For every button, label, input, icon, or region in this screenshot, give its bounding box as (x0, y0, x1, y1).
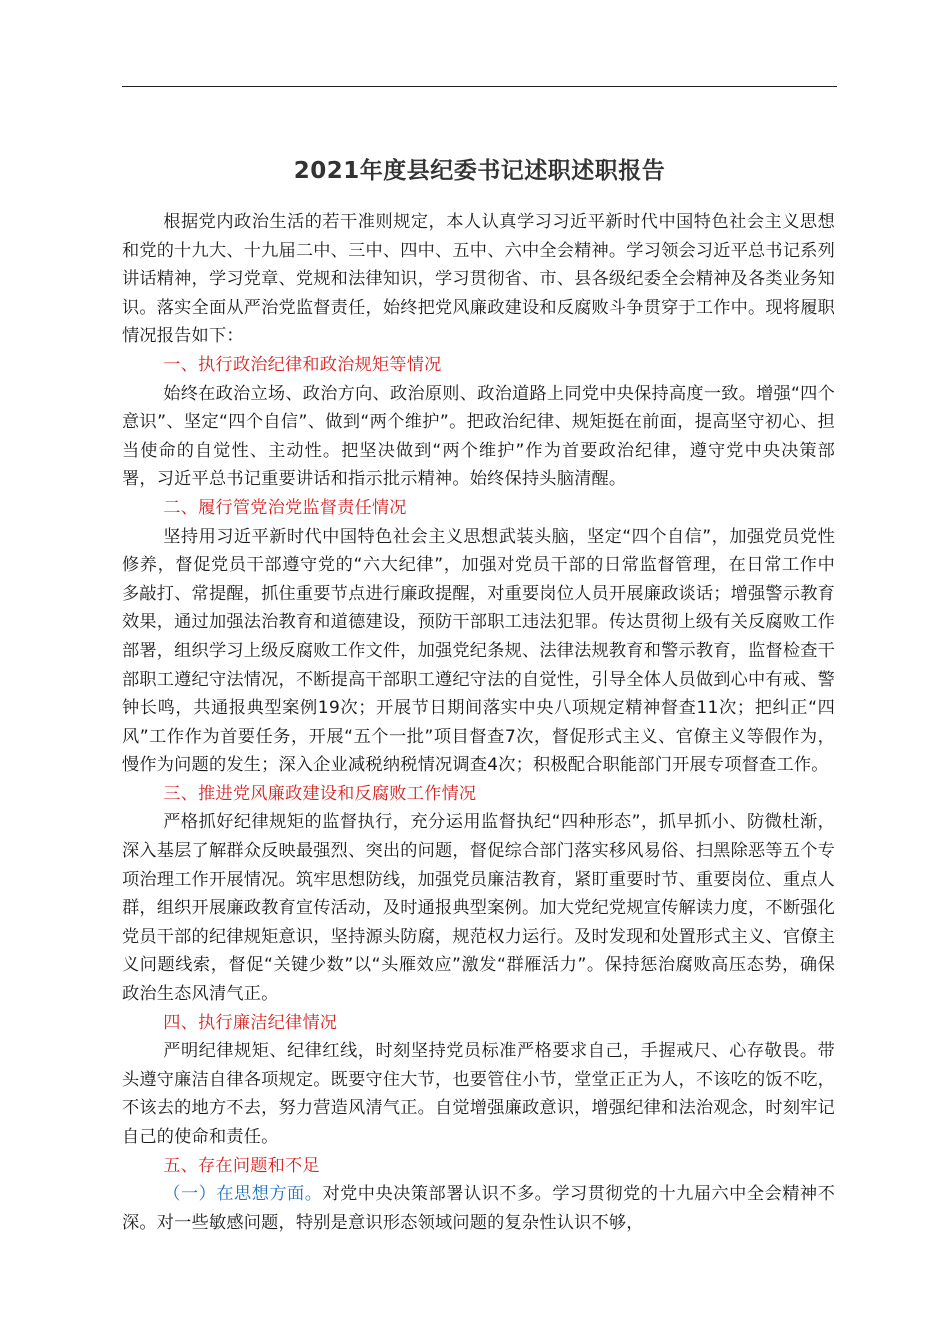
section-paragraph: 始终在政治立场、政治方向、政治原则、政治道路上同党中央保持高度一致。增强“四个意识”、坚定“四个自信”、做到“两个维护”。把政治纪律、规矩挺在前面，提高坚守初心、担当使命的自觉性、主动性。把坚决做到“两个维护”作为首要政治纪律，遵守党中央决策部署，习近平总书记重要讲话和指示批示精神。始终保持头脑清醒。 (122, 383, 835, 490)
intro-paragraph: 根据党内政治生活的若干准则规定，本人认真学习习近平新时代中国特色社会主义思想和党的十九大、十九届二中、三中、四中、五中、六中全会精神。学习领会习近平总书记系列讲话精神，学习党章、党规和法律知识，学习贯彻省、市、县各级纪委全会精神及各类业务知识。落实全面从严治党监督责任，始终把党风廉政建设和反腐败斗争贯穿于工作中。现将履职情况报告如下： (122, 212, 835, 347)
document-title: 2021年度县纪委书记述职述职报告 (293, 158, 666, 184)
document-body (122, 208, 835, 1237)
subsection-text: 对党中央决策部署认识不多。学习贯彻党的十九届六中全会精神不深。对一些敏感问题，特别是意识形态领域问题的复杂性认识不够， (122, 1184, 835, 1233)
section-heading: 二、履行管党治党监督责任情况 (163, 497, 407, 518)
subsection-label: （一）在思想方面。 (163, 1184, 323, 1205)
section-heading: 一、执行政治纪律和政治规矩等情况 (163, 354, 442, 375)
section-paragraph: 严格抓好纪律规矩的监督执行，充分运用监督执纪“四种形态”，抓早抓小、防微杜渐，深入基层了解群众反映最强烈、突出的问题，督促综合部门落实移风易俗、扫黑除恶等五个专项治理工作开展情况。筑牢思想防线，加强党员廉洁教育，紧盯重要时节、重要岗位、重点人群，组织开展廉政教育宣传活动，及时通报典型案例。加大党纪党规宣传解读力度，不断强化党员干部的纪律规矩意识，坚持源头防腐，规范权力运行。及时发现和处置形式主义、官僚主义问题线索，督促“关键少数”以“头雁效应”激发“群雁活力”。保持惩治腐败高压态势，确保政治生态风清气正。 (122, 812, 835, 1005)
section-paragraph: 坚持用习近平新时代中国特色社会主义思想武装头脑，坚定“四个自信”，加强党员党性修养，督促党员干部遵守党的“六大纪律”，加强对党员干部的日常监督管理，在日常工作中多敲打、常提醒，抓住重要节点进行廉政提醒，对重要岗位人员开展廉政谈话；增强警示教育效果，通过加强法治教育和道德建设，预防干部职工违法犯罪。传达贯彻上级有关反腐败工作部署，组织学习上级反腐败工作文件，加强党纪条规、法律法规教育和警示教育，监督检查干部职工遵纪守法情况，不断提高干部职工遵纪守法的自觉性，引导全体人员做到心中有戒、警钟长鸣，共通报典型案例19次；开展节日期间落实中央八项规定精神督查11次；把纠正“四风”工作作为首要任务，开展“五个一批”项目督查7次，督促形式主义、官僚主义等假作为，慢作为问题的发生；深入企业减税纳税情况调查4次；积极配合职能部门开展专项督查工作。 (122, 526, 835, 776)
section-paragraph: 严明纪律规矩、纪律红线，时刻坚持党员标准严格要求自己，手握戒尺、心存敬畏。带头遵守廉洁自律各项规定。既要守住大节，也要管住小节，堂堂正正为人，不该吃的饭不吃，不该去的地方不去，努力营造风清气正。自觉增强廉政意识，增强纪律和法治观念，时刻牢记自己的使命和责任。 (122, 1041, 835, 1147)
top-rule (122, 86, 837, 87)
section-heading: 四、执行廉洁纪律情况 (163, 1012, 338, 1033)
section-heading: 三、推进党风廉政建设和反腐败工作情况 (163, 783, 477, 804)
subsection-paragraph (122, 1180, 835, 1237)
section-heading: 五、存在问题和不足 (163, 1155, 320, 1176)
